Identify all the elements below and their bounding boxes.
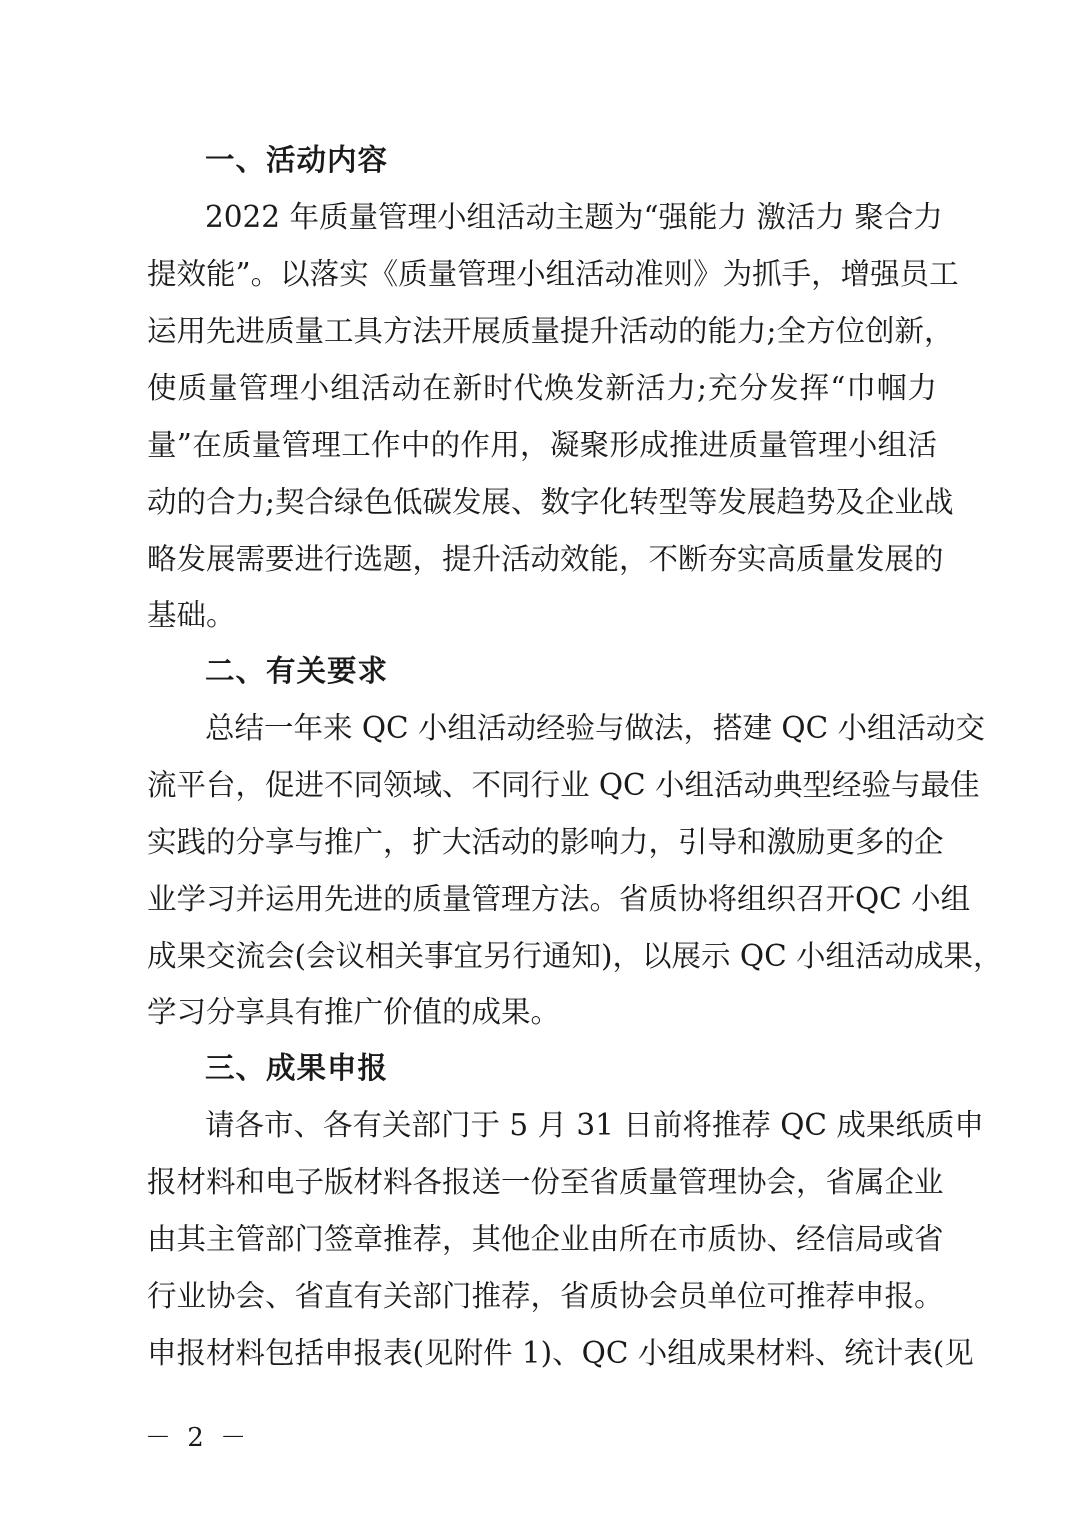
paragraph-line: 量”在质量管理工作中的作用，凝聚形成推进质量管理小组活 [147,428,937,462]
paragraph-line: 实践的分享与推广，扩大活动的影响力，引导和激励更多的企 [147,825,944,859]
section-heading-activity-content: 一、活动内容 [205,143,389,177]
paragraph-line: 基础。 [147,598,236,632]
paragraph-line: 由其主管部门签章推荐，其他企业由所在市质协、经信局或省 [147,1222,944,1256]
paragraph-line: 业学习并运用先进的质量管理方法。省质协将组织召开QC 小组 [147,882,971,916]
paragraph-line: 报材料和电子版材料各报送一份至省质量管理协会，省属企业 [147,1165,944,1199]
paragraph-line: 申报材料包括申报表(见附件 1)、QC 小组成果材料、统计表(见 [147,1336,974,1370]
paragraph-line: 动的合力;契合绿色低碳发展、数字化转型等发展趋势及企业战 [147,485,954,519]
paragraph-line: 使质量管理小组活动在新时代焕发新活力;充分发挥“巾帼力 [147,371,937,405]
paragraph-line: 请各市、各有关部门于 5 月 31 日前将推荐 QC 成果纸质申 [205,1108,984,1142]
paragraph-line: 略发展需要进行选题，提升活动效能，不断夯实高质量发展的 [147,542,944,576]
section-heading-results-submission: 三、成果申报 [205,1051,389,1085]
paragraph-line: 学习分享具有推广价值的成果。 [147,995,561,1029]
page-number: － 2 － [145,1423,251,1453]
paragraph-line: 流平台，促进不同领域、不同行业 QC 小组活动典型经验与最佳 [147,768,980,802]
paragraph-line: 成果交流会(会议相关事宜另行通知)，以展示 QC 小组活动成果， [147,939,1003,973]
paragraph-line: 2022 年质量管理小组活动主题为“强能力 激活力 聚合力 [205,200,943,234]
paragraph-line: 总结一年来 QC 小组活动经验与做法，搭建 QC 小组活动交 [205,711,986,745]
paragraph-line: 提效能”。以落实《质量管理小组活动准则》为抓手，增强员工 [147,257,959,291]
section-heading-requirements: 二、有关要求 [205,654,389,688]
paragraph-line: 运用先进质量工具方法开展质量提升活动的能力;全方位创新， [147,314,954,348]
paragraph-line: 行业协会、省直有关部门推荐，省质协会员单位可推荐申报。 [147,1279,944,1313]
